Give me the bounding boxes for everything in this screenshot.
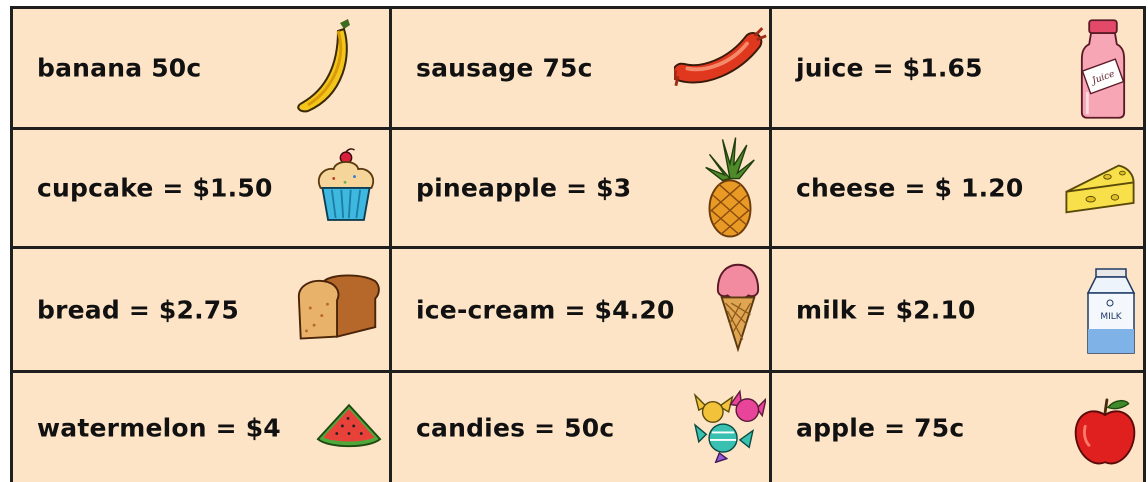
- pineapple-icon: [702, 134, 758, 240]
- svg-text:Juice: Juice: [1090, 68, 1117, 87]
- apple-icon: [1072, 395, 1138, 469]
- price-card-juice: [772, 6, 1143, 127]
- cheese-icon: [1062, 160, 1138, 216]
- price-label: ice-cream = $4.20: [416, 295, 675, 324]
- price-label: milk = $2.10: [796, 295, 976, 324]
- price-card-ice-cream: [392, 246, 772, 370]
- price-card-pineapple: [392, 127, 772, 246]
- price-label: cheese = $ 1.20: [796, 173, 1024, 203]
- sausage-icon: [674, 21, 770, 91]
- price-label: banana 50c: [37, 53, 202, 83]
- ice-cream-icon: [714, 259, 762, 355]
- price-label: candies = 50c: [416, 413, 615, 442]
- price-label: apple = 75c: [796, 413, 965, 442]
- price-card-apple: [772, 370, 1143, 482]
- price-label: juice = $1.65: [796, 53, 983, 83]
- price-card-sausage: [392, 6, 772, 127]
- svg-text:MILK: MILK: [1100, 312, 1122, 322]
- price-board: [10, 6, 1146, 482]
- price-card-watermelon: [13, 370, 392, 482]
- price-label: bread = $2.75: [37, 295, 239, 324]
- price-label: pineapple = $3: [416, 173, 632, 203]
- price-card-candies: [392, 370, 772, 482]
- milk-carton-icon: [1086, 267, 1136, 357]
- price-card-bread: [13, 246, 392, 370]
- candies-icon: [682, 387, 766, 463]
- price-label: watermelon = $4: [37, 413, 281, 442]
- price-card-cheese: [772, 127, 1143, 246]
- watermelon-icon: [316, 401, 382, 449]
- price-card-cupcake: [13, 127, 392, 246]
- juice-bottle-icon: [1080, 17, 1126, 121]
- price-label: sausage 75c: [416, 53, 593, 83]
- bread-icon: [295, 273, 381, 341]
- banana-icon: [288, 15, 368, 115]
- price-card-banana: [13, 6, 392, 127]
- price-label: cupcake = $1.50: [37, 173, 273, 203]
- price-card-milk: [772, 246, 1143, 370]
- cupcake-icon: [313, 148, 379, 224]
